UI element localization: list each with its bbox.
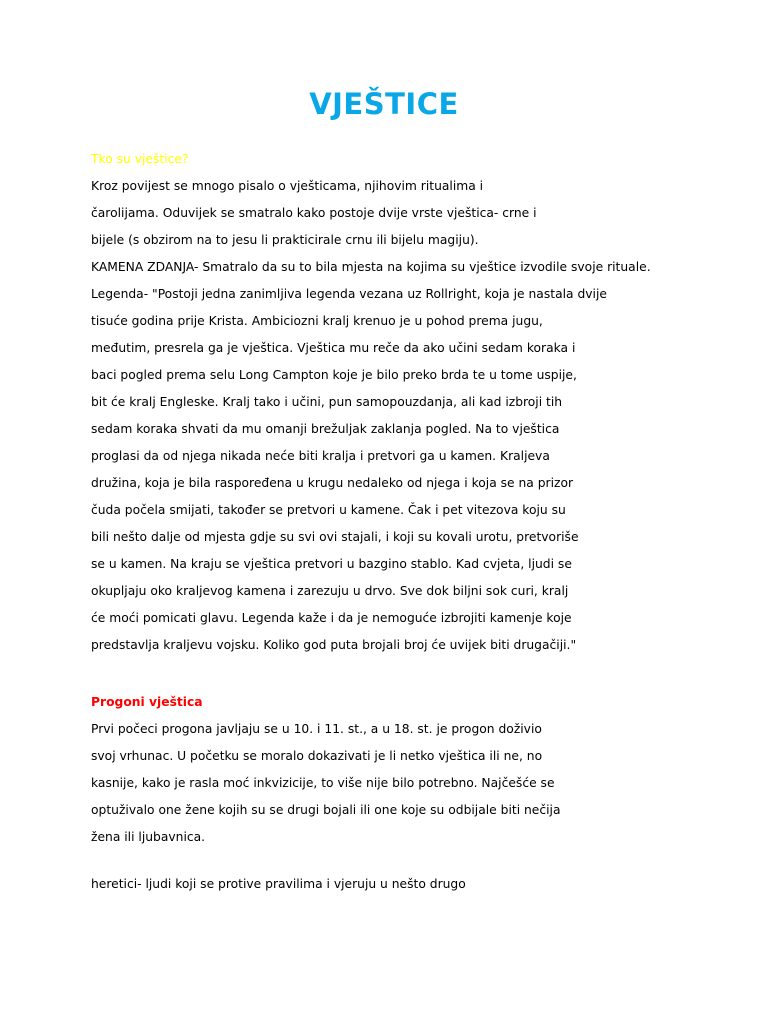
paragraph-line: optuživalo one žene kojih su se drugi bojali ili one koje su odbijale biti nečija bbox=[91, 803, 561, 817]
paragraph-line: čuda počela smijati, također se pretvori u kamene. Čak i pet vitezova koju su bbox=[91, 503, 566, 517]
paragraph-line: družina, koja je bila raspoređena u krugu nedaleko od njega i koja se na prizor bbox=[91, 476, 574, 490]
paragraph-line: kasnije, kako je rasla moć inkvizicije, to više nije bilo potrebno. Najčešće se bbox=[91, 776, 555, 790]
paragraph-line: okupljaju oko kraljevog kamena i zarezuju u drvo. Sve dok biljni sok curi, kralj bbox=[91, 584, 569, 598]
paragraph-line: svoj vrhunac. U početku se moralo dokazivati je li netko vještica ili ne, no bbox=[91, 749, 543, 763]
paragraph-line: žena ili ljubavnica. bbox=[91, 830, 206, 844]
paragraph-line: Prvi počeci progona javljaju se u 10. i 11. st., a u 18. st. je progon doživio bbox=[91, 722, 542, 736]
paragraph-line: međutim, presrela ga je vještica. Vještica mu reče da ako učini sedam koraka i bbox=[91, 341, 576, 355]
paragraph-line: proglasi da od njega nikada neće biti kralja i pretvori ga u kamen. Kraljeva bbox=[91, 449, 550, 463]
paragraph-line: bit će kralj Engleske. Kralj tako i učini, pun samopouzdanja, ali kad izbroji tih bbox=[91, 395, 563, 409]
paragraph-line: bili nešto dalje od mjesta gdje su svi ovi stajali, i koji su kovali urotu, pretvoriše bbox=[91, 530, 579, 544]
section-witch-persecution bbox=[91, 689, 691, 851]
paragraph-line: se u kamen. Na kraju se vještica pretvori u bazgino stablo. Kad cvjeta, ljudi se bbox=[91, 557, 572, 571]
paragraph-line: Legenda- "Postoji jedna zanimljiva legenda vezana uz Rollright, koja je nastala dvije bbox=[91, 287, 607, 301]
paragraph-line: Kroz povijest se mnogo pisalo o vješticama, njihovim ritualima i bbox=[91, 179, 484, 193]
page-title: VJEŠTICE bbox=[309, 87, 459, 121]
paragraph-line: predstavlja kraljevu vojsku. Koliko god puta brojali broj će uvijek biti drugačiji." bbox=[91, 638, 577, 652]
paragraph-line: će moći pomicati glavu. Legenda kaže i da je nemoguće izbrojiti kamenje koje bbox=[91, 611, 572, 625]
paragraph-line: tisuće godina prije Krista. Ambiciozni kralj krenuo je u pohod prema jugu, bbox=[91, 314, 543, 328]
section-heading-persecution: Progoni vještica bbox=[91, 695, 203, 709]
paragraph-line: sedam koraka shvati da mu omanji brežuljak zaklanja pogled. Na to vještica bbox=[91, 422, 560, 436]
paragraph-line: čarolijama. Oduvijek se smatralo kako postoje dvije vrste vještica- crne i bbox=[91, 206, 537, 220]
paragraph-line: heretici- ljudi koji se protive pravilima i vjeruju u nešto drugo bbox=[91, 877, 466, 891]
section-heading-who-are-witches: Tko su vještice? bbox=[91, 152, 189, 166]
paragraph-line: baci pogled prema selu Long Campton koje je bilo preko brda te u tome uspije, bbox=[91, 368, 577, 382]
section-heretics-definition bbox=[91, 871, 691, 898]
paragraph-line: KAMENA ZDANJA- Smatralo da su to bila mjesta na kojima su vještice izvodile svoje rituale. bbox=[91, 260, 651, 274]
paragraph-line: bijele (s obzirom na to jesu li prakticirale crnu ili bijelu magiju). bbox=[91, 233, 479, 247]
section-witches-intro bbox=[91, 146, 691, 659]
